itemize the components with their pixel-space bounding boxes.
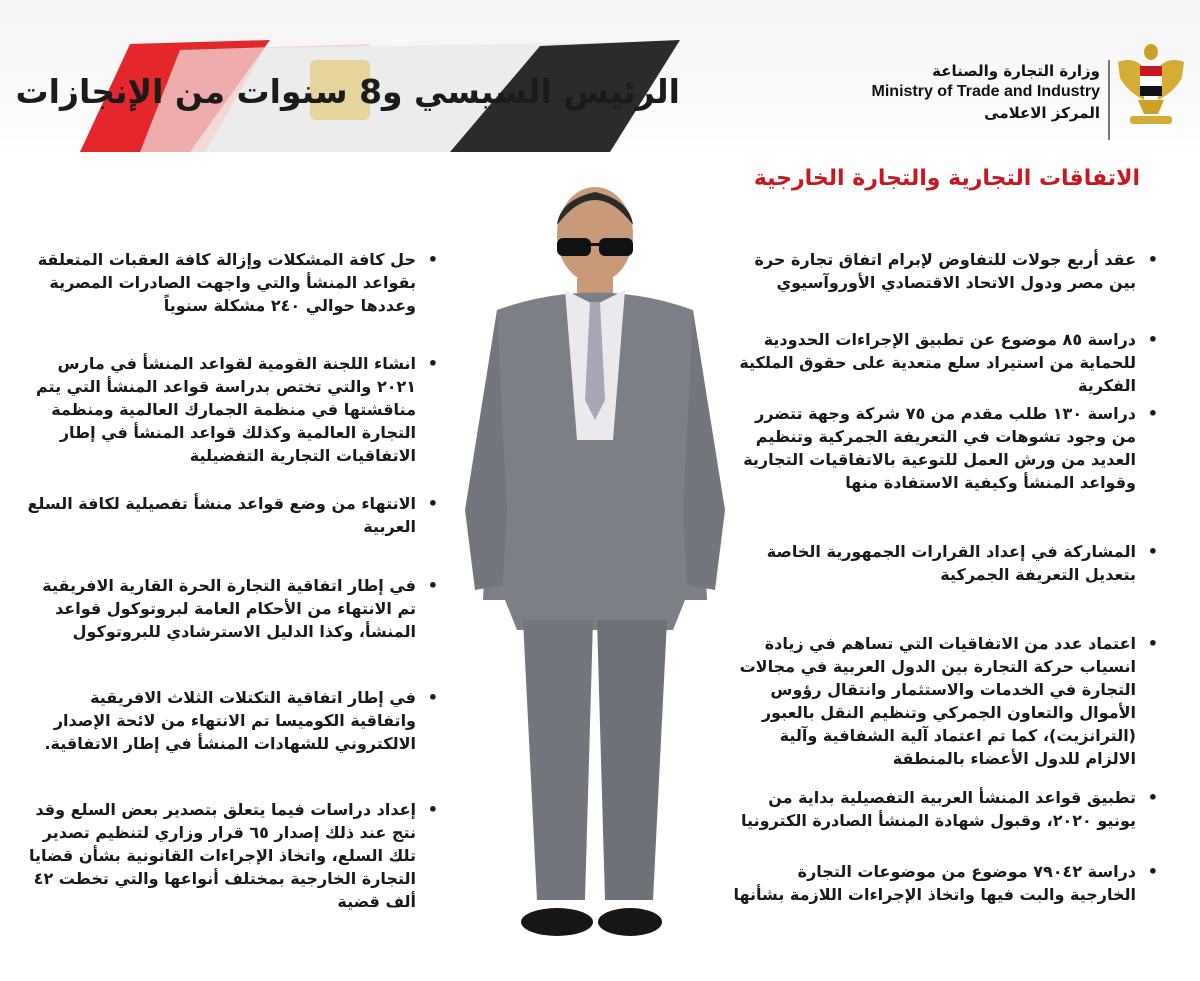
media-center-label: المركز الاعلامى xyxy=(984,104,1100,122)
ministry-name-english: Ministry of Trade and Industry xyxy=(871,83,1100,100)
ministry-name-arabic: وزارة التجارة والصناعة xyxy=(932,62,1100,80)
right-bullet-item: • دراسة ٧٩٠٤٢ موضوع من موضوعات التجارة الخارجية والبت فيها واتخاذ الإجراءات اللازمة بشأنها xyxy=(730,860,1160,906)
left-bullet-item: • إعداد دراسات فيما يتعلق بتصدير بعض السلع وقد نتج عند ذلك إصدار ٦٥ قرار وزاري لتنظيم تصدير تلك السلع، واتخاذ الإجراءات القانونية بشأن قضايا التجارة الخارجية بمختلف أنواعها والتي تخطت ٤٢ ألف قضية xyxy=(25,798,440,913)
right-bullet-item: • دراسة ١٣٠ طلب مقدم من ٧٥ شركة وجهة تتضرر من وجود تشوهات في التعريفة الجمركية وتنظيم العديد من ورش العمل للتوعية بالاتفاقيات التجارية وقواعد المنشأ وكيفية الاستفادة منها xyxy=(730,402,1160,494)
section-title: الاتفاقات التجارية والتجارة الخارجية xyxy=(753,166,1140,191)
right-bullet-item: • دراسة ٨٥ موضوع عن تطبيق الإجراءات الحدودية للحماية من استيراد سلع متعدية على حقوق الملكية الفكرية xyxy=(730,328,1160,397)
left-bullet-item: • انشاء اللجنة القومية لقواعد المنشأ في مارس ٢٠٢١ والتي تختص بدراسة قواعد المنشأ التي يتم مناقشتها في منظمة الجمارك العالمية ومنظمة التجارة العالمية وكذلك قواعد المنشأ في إطار الاتفاقيات التجارية التفضيلية xyxy=(25,352,440,467)
left-bullet-item: • في إطار اتفاقية التكتلات الثلاث الافريقية واتفاقية الكوميسا تم الانتهاء من لائحة الإصدار الالكتروني للشهادات المنشأ في إطار الاتفاقية. xyxy=(25,686,440,755)
left-bullet-item: • حل كافة المشكلات وإزالة كافة العقبات المتعلقة بقواعد المنشأ والتي واجهت الصادرات المصرية وعددها حوالي ٢٤٠ مشكلة سنوياً xyxy=(25,248,440,317)
right-bullet-item: • تطبيق قواعد المنشأ العربية التفصيلية بداية من يونيو ٢٠٢٠، وقبول شهادة المنشأ الصادرة الكترونيا xyxy=(730,786,1160,832)
header-divider xyxy=(1108,60,1110,140)
right-bullet-item: • عقد أربع جولات للتفاوض لإبرام اتفاق تجارة حرة بين مصر ودول الاتحاد الاقتصادي الأوروآسيوي xyxy=(730,248,1160,294)
campaign-slogan: الرئيس السيسي و8 سنوات من الإنجازات xyxy=(15,72,680,111)
right-bullet-item: • المشاركة في إعداد القرارات الجمهورية الخاصة بتعديل التعريفة الجمركية xyxy=(730,540,1160,586)
left-bullet-item: • في إطار اتفاقية التجارة الحرة القارية الافريقية تم الانتهاء من الأحكام العامة لبروتوكول قواعد المنشأ، وكذا الدليل الاسترشادي للبروتوكول xyxy=(25,574,440,643)
egypt-eagle-emblem-icon xyxy=(1116,40,1186,128)
right-bullet-item: • اعتماد عدد من الاتفاقيات التي تساهم في زيادة انسياب حركة التجارة بين الدول العربية في مجالات التجارة في الخدمات والاستثمار وانتقال رؤوس الأموال والتعاون الجمركي وتنظيم النقل بالعبور (الترانزيت)، كما تم اعتماد آلية الشفافية وآلية الالزام للدول الأعضاء بالمنطقة xyxy=(730,632,1160,770)
left-bullet-item: • الانتهاء من وضع قواعد منشأ تفصيلية لكافة السلع العربية xyxy=(25,492,440,538)
ministry-block xyxy=(800,62,1100,122)
president-photo xyxy=(445,180,745,960)
